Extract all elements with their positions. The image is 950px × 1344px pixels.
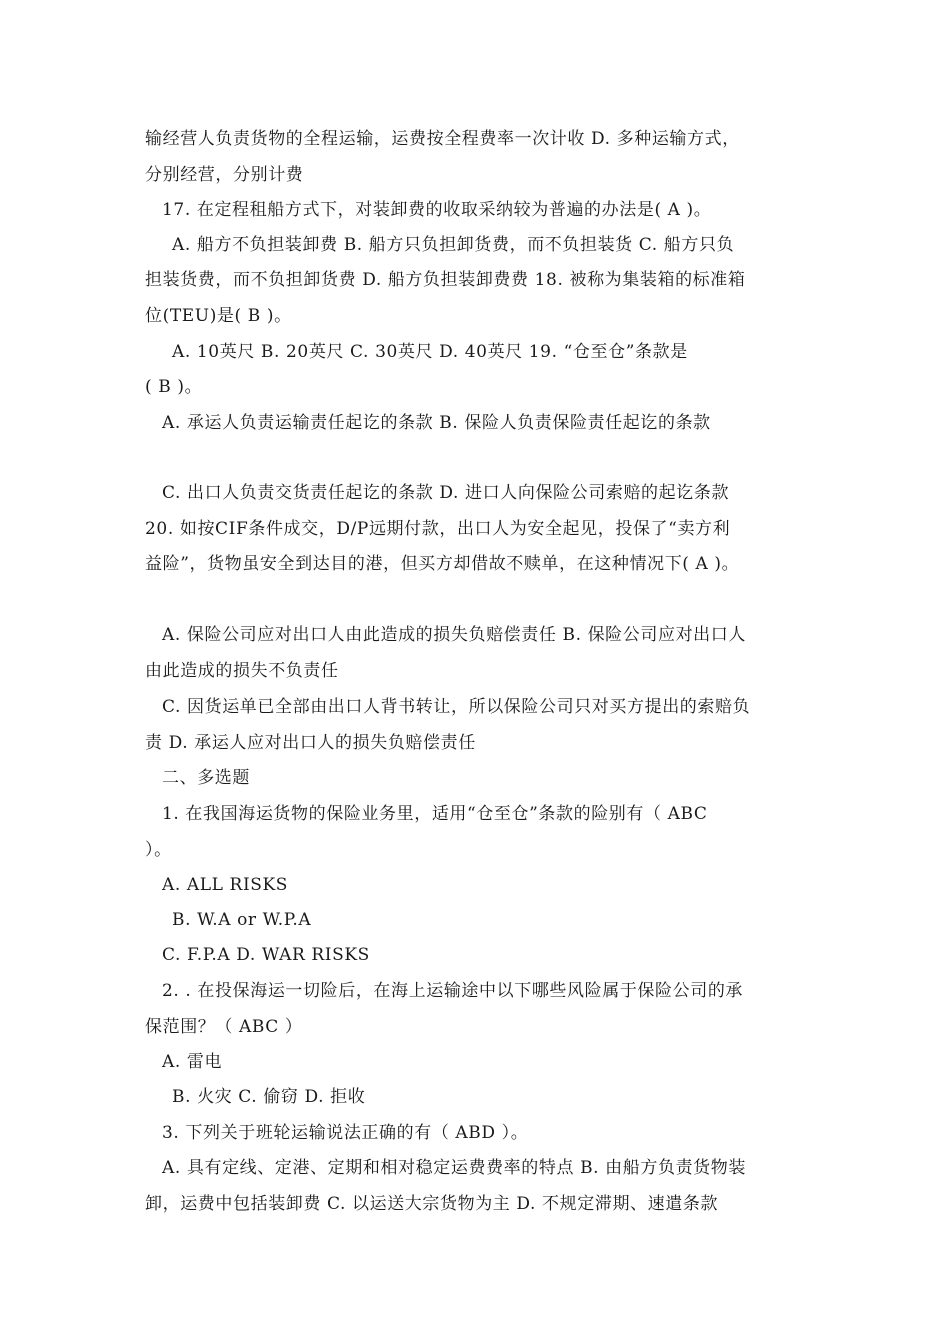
- question-1: 1. 在我国海运货物的保险业务里，适用“仓至仓”条款的险别有（ ABC: [162, 804, 708, 824]
- text-line: 输经营人负责货物的全程运输，运费按全程费率一次计收 D. 多种运输方式，: [145, 129, 740, 149]
- text-line: C. 因货运单已全部由出口人背书转让，所以保险公司只对买方提出的索赔负: [162, 697, 751, 717]
- text-line: C. 出口人负责交货责任起讫的条款 D. 进口人向保险公司索赔的起讫条款: [162, 483, 730, 503]
- text-line: 益险”，货物虽安全到达目的港，但买方却借故不赎单，在这种情况下( A )。: [145, 554, 740, 574]
- text-line: 分别经营，分别计费: [145, 165, 304, 185]
- text-line: A. 承运人负责运输责任起讫的条款 B. 保险人负责保险责任起讫的条款: [162, 413, 711, 433]
- question-2: 2. . 在投保海运一切险后，在海上运输途中以下哪些风险属于保险公司的承: [162, 981, 744, 1001]
- text-line: ( B )。: [145, 377, 203, 397]
- option-line: B. 火灾 C. 偷窃 D. 拒收: [172, 1087, 366, 1107]
- text-line: A. 船方不负担装卸费 B. 船方只负担卸货费，而不负担装货 C. 船方只负: [172, 235, 735, 255]
- option-line: A. ALL RISKS: [162, 875, 289, 895]
- text-line: A. 保险公司应对出口人由此造成的损失负赔偿责任 B. 保险公司应对出口人: [162, 625, 746, 645]
- option-line: C. F.P.A D. WAR RISKS: [162, 945, 370, 965]
- question-17: 17. 在定程租船方式下，对装卸费的收取采纳较为普遍的办法是( A )。: [162, 200, 712, 220]
- section-heading: 二、多选题: [162, 768, 250, 788]
- option-line: A. 雷电: [162, 1052, 223, 1072]
- question-3: 3. 下列关于班轮运输说法正确的有（ ABD ）。: [162, 1123, 529, 1143]
- text-line: A. 具有定线、定港、定期和相对稳定运费费率的特点 B. 由船方负责货物装: [162, 1158, 746, 1178]
- question-20: 20. 如按CIF条件成交，D/P远期付款，出口人为安全起见，投保了“卖方利: [145, 519, 731, 539]
- option-line: B. W.A or W.P.A: [172, 910, 312, 930]
- text-line: 由此造成的损失不负责任: [145, 661, 339, 681]
- text-line: 卸，运费中包括装卸费 C. 以运送大宗货物为主 D. 不规定滞期、速遣条款: [145, 1194, 719, 1214]
- text-line: 位(TEU)是( B )。: [145, 306, 292, 326]
- text-line: 保范围？（ ABC ）: [145, 1017, 303, 1037]
- text-line: 担装货费，而不负担卸货费 D. 船方负担装卸费费 18. 被称为集装箱的标准箱: [145, 270, 746, 290]
- text-line: ）。: [145, 840, 172, 860]
- text-line: 责 D. 承运人应对出口人的损失负赔偿责任: [145, 733, 476, 753]
- text-line: A. 10英尺 B. 20英尺 C. 30英尺 D. 40英尺 19. “仓至仓”条款是: [172, 342, 688, 362]
